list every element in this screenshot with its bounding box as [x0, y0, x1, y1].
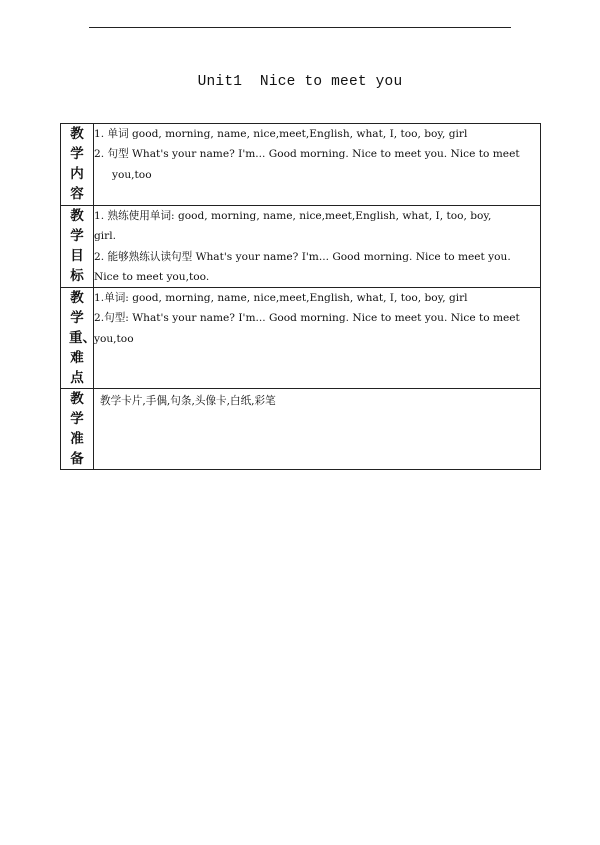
preparation-line-1: 教学卡片,手偶,句条,头像卡,白纸,彩笔 — [100, 395, 276, 408]
section-row-content — [61, 124, 541, 206]
section-body-objectives — [94, 206, 541, 288]
section-row-preparation — [61, 389, 541, 470]
content-line-2: 2. 句型 What's your name? I'm... Good morning. Nice to meet you. Nice to meet — [94, 148, 520, 161]
objectives-line-3: 2. 能够熟练认读句型 What's your name? I'm... Good morning. Nice to meet you. — [94, 250, 511, 263]
section-heading-content: 教学内容 — [61, 124, 94, 206]
section-row-key-points — [61, 288, 541, 389]
objectives-line-2: girl. — [94, 230, 116, 243]
section-heading-preparation: 教学准备 — [61, 389, 94, 470]
objectives-line-1: 1. 熟练使用单词: good, morning, name, nice,meet,English, what, I, too, boy, — [94, 210, 492, 222]
key-points-line-2: 2.句型: What's your name? I'm... Good morning. Nice to meet you. Nice to meet — [94, 312, 520, 325]
header-rule — [89, 27, 511, 28]
key-points-line-1: 1.单词: good, morning, name, nice,meet,English, what, I, too, boy, girl — [94, 292, 468, 305]
key-points-line-3: you,too — [94, 332, 134, 345]
document-title: Unit1 Nice to meet you — [197, 74, 403, 90]
content-line-1: 1. 单词 good, morning, name, nice,meet,English, what, I, too, boy, girl — [94, 128, 468, 140]
objectives-line-4: Nice to meet you,too. — [94, 270, 210, 283]
content-line-3: you,too — [112, 168, 152, 181]
section-row-objectives — [61, 206, 541, 288]
section-heading-objectives: 教学目标 — [61, 206, 94, 288]
section-heading-key-points: 教学重、难点 — [61, 288, 94, 389]
section-body-content — [94, 124, 541, 206]
lesson-plan-table — [60, 123, 541, 470]
section-body-preparation — [94, 389, 541, 470]
section-body-key-points — [94, 288, 541, 389]
